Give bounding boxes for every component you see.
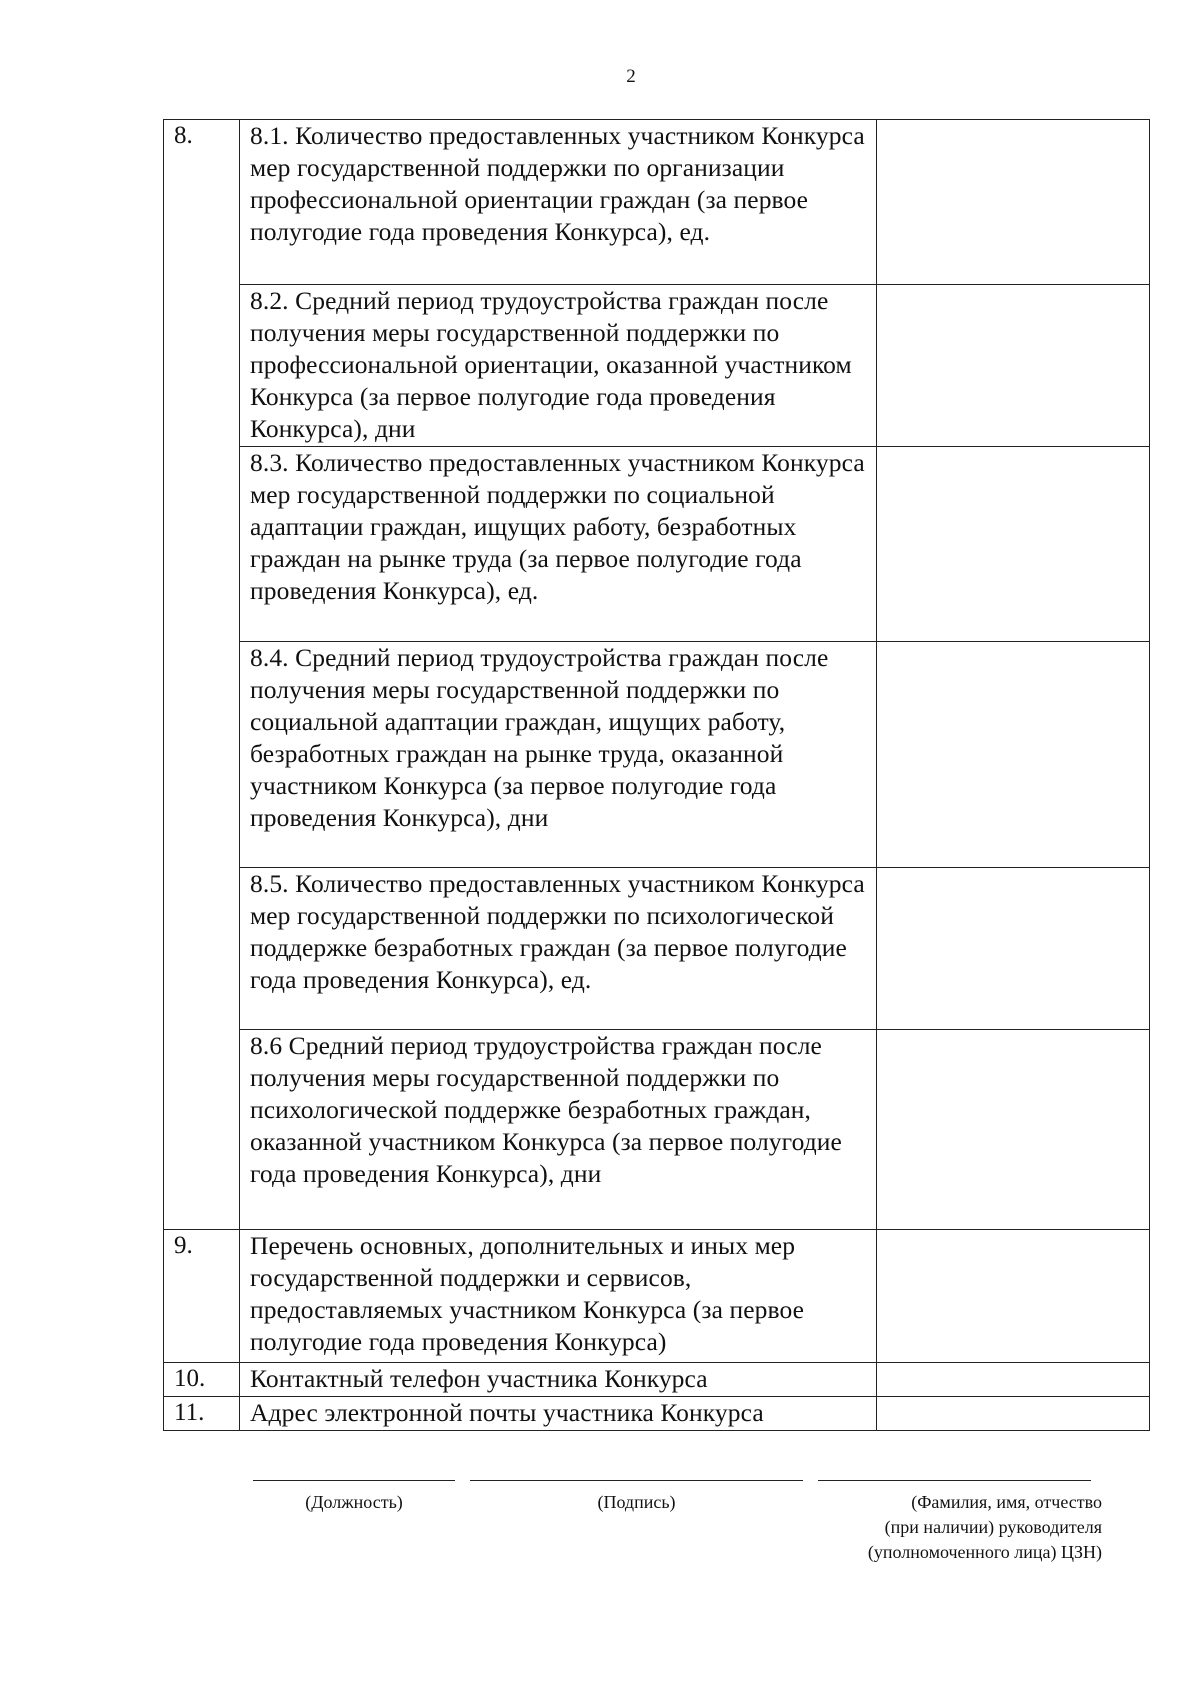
row-value-cell[interactable] <box>877 642 1150 868</box>
row-value-cell[interactable] <box>877 1397 1150 1431</box>
row-text: 8.4. Средний период трудоустройства граждан после получения меры государственной поддержки по социальной адаптации граждан, ищущих работу, безработных граждан на рынке труда, оказанной участником Конкурса (за первое полугодие года проведения Конкурса), дни <box>240 642 877 868</box>
position-label: (Должность) <box>305 1492 403 1512</box>
row-text: 8.1. Количество предоставленных участником Конкурса мер государственной поддержки по организации профессиональной ориентации граждан (за первое полугодие года проведения Конкурса), ед. <box>240 120 877 285</box>
position-signature-line[interactable] <box>253 1480 455 1481</box>
table-row <box>164 1363 1150 1397</box>
row-number: 11. <box>164 1397 240 1431</box>
row-number: 10. <box>164 1363 240 1397</box>
row-value-cell[interactable] <box>877 447 1150 642</box>
table-row <box>164 120 1150 285</box>
row-text: 8.2. Средний период трудоустройства граждан после получения меры государственной поддержки по профессиональной ориентации, оказанной участником Конкурса (за первое полугодие года проведения Конкурса), дни <box>240 285 877 447</box>
row-value-cell[interactable] <box>877 1363 1150 1397</box>
table-row <box>164 1030 1150 1230</box>
row-number: 8. <box>164 120 240 1230</box>
signature-label: (Подпись) <box>597 1492 676 1512</box>
table-row <box>164 447 1150 642</box>
row-value-cell[interactable] <box>877 868 1150 1030</box>
page-number: 2 <box>626 66 636 87</box>
table-row <box>164 868 1150 1030</box>
row-value-cell[interactable] <box>877 1230 1150 1363</box>
row-text: 8.5. Количество предоставленных участником Конкурса мер государственной поддержки по психологической поддержке безработных граждан (за первое полугодие года проведения Конкурса), ед. <box>240 868 877 1030</box>
row-value-cell[interactable] <box>877 1030 1150 1230</box>
row-value-cell[interactable] <box>877 285 1150 447</box>
name-label-line3: (уполномоченного лица) ЦЗН) <box>867 1542 1102 1562</box>
row-number: 9. <box>164 1230 240 1363</box>
name-label-line1: (Фамилия, имя, отчество <box>911 1492 1102 1512</box>
row-text: 8.3. Количество предоставленных участником Конкурса мер государственной поддержки по социальной адаптации граждан, ищущих работу, безработных граждан на рынке труда (за первое полугодие года проведения Конкурса), ед. <box>240 447 877 642</box>
row-text: 8.6 Средний период трудоустройства граждан после получения меры государственной поддержки по психологической поддержке безработных граждан, оказанной участником Конкурса (за первое полугодие года проведения Конкурса), дни <box>240 1030 877 1230</box>
row-value-cell[interactable] <box>877 120 1150 285</box>
signature-line[interactable] <box>470 1480 803 1481</box>
name-signature-line[interactable] <box>818 1480 1091 1481</box>
table-row <box>164 642 1150 868</box>
table-row <box>164 1397 1150 1431</box>
report-table <box>163 119 1150 1431</box>
name-label-line2: (при наличии) руководителя <box>884 1517 1102 1537</box>
row-text: Контактный телефон участника Конкурса <box>240 1363 877 1397</box>
table-row <box>164 285 1150 447</box>
table-row <box>164 1230 1150 1363</box>
row-text: Адрес электронной почты участника Конкурса <box>240 1397 877 1431</box>
row-text: Перечень основных, дополнительных и иных мер государственной поддержки и сервисов, предоставляемых участником Конкурса (за первое полугодие года проведения Конкурса) <box>240 1230 877 1363</box>
